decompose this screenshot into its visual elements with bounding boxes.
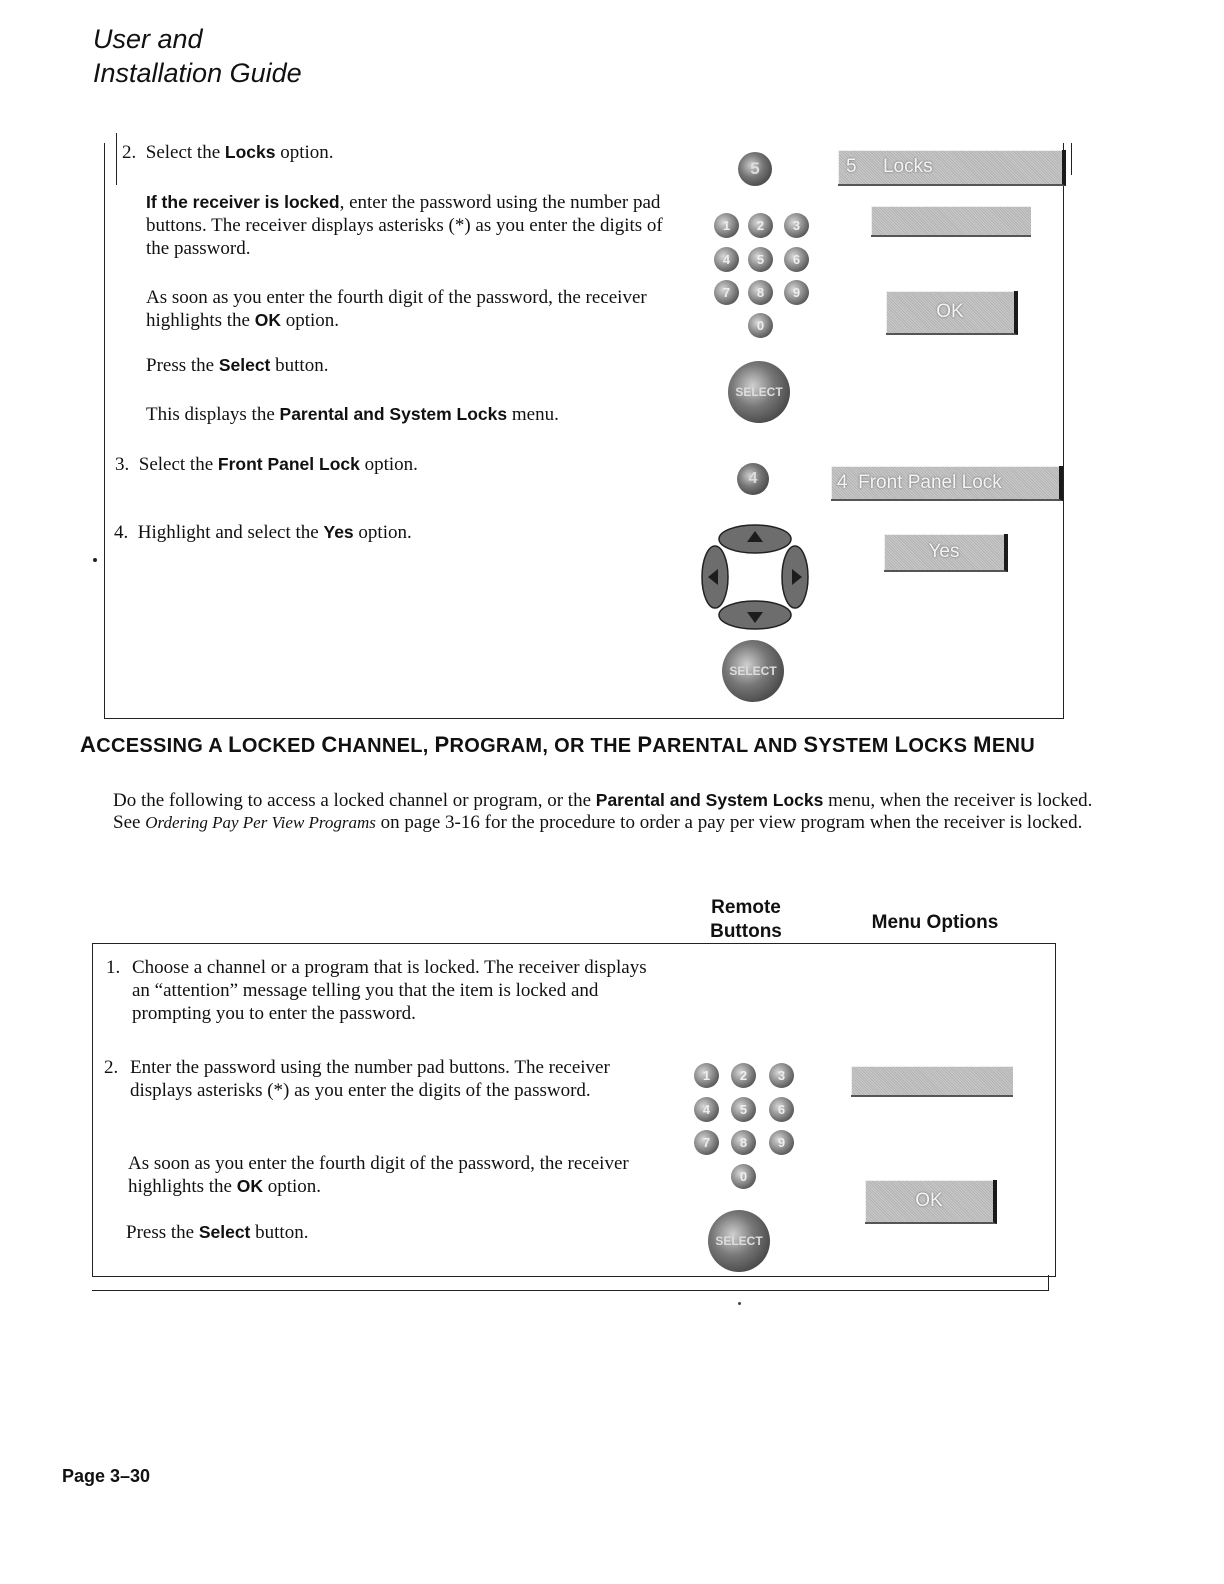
upper-step-4: [114, 521, 654, 544]
password-field: [871, 206, 1031, 237]
step-text: option.: [280, 310, 340, 331]
heading-initial: C: [321, 732, 338, 757]
step-text: button.: [270, 355, 329, 376]
intro-keyword: Parental and System Locks: [595, 790, 824, 810]
upper-step-2-press-select: [146, 354, 666, 377]
step-keyword: Select: [218, 355, 271, 375]
intro-text: menu, when the receiver is locked. See: [113, 790, 1093, 833]
stray-dot: [93, 558, 97, 562]
heading-initial: L: [894, 732, 909, 757]
lower-menu-option-ok[interactable]: OK: [865, 1180, 997, 1224]
menu-option-front-panel-lock[interactable]: 4 Front Panel Lock: [831, 466, 1063, 501]
heading-rest: HANNEL,: [337, 735, 429, 757]
step-number: 4.: [114, 522, 129, 543]
number-key-7[interactable]: 7: [714, 280, 739, 305]
lower-step-2-ok-paragraph: [128, 1152, 648, 1198]
number-key-3[interactable]: 3: [784, 213, 809, 238]
lower-step-1: [106, 956, 666, 1025]
lower-number-key-2[interactable]: 2: [731, 1063, 756, 1088]
menu-option-locks[interactable]: 5 Locks: [838, 150, 1066, 186]
number-key-5[interactable]: 5: [748, 247, 773, 272]
lower-number-key-5[interactable]: 5: [731, 1097, 756, 1122]
number-key-4[interactable]: 4: [714, 247, 739, 272]
heading-word: [80, 732, 204, 757]
step-text: option.: [359, 454, 418, 475]
step-text: option.: [275, 142, 334, 163]
number-key-6[interactable]: 6: [784, 247, 809, 272]
heading-initial: S: [803, 732, 819, 757]
guide-title: [93, 22, 302, 90]
step-text: Press the: [126, 1222, 199, 1243]
heading-word: [803, 732, 889, 757]
step-text: option.: [353, 522, 412, 543]
step-text: button.: [250, 1222, 309, 1243]
step-number: 3.: [115, 454, 130, 475]
heading-word: [637, 732, 749, 757]
heading-rest: CCESSING: [96, 735, 204, 757]
step-keyword: If the receiver is locked: [146, 192, 340, 212]
step-text: option.: [262, 1176, 322, 1197]
heading-initial: A: [80, 732, 97, 757]
intro-text: Do the following to access a locked channel or program, or the: [113, 790, 596, 811]
remote-key-4-button[interactable]: 4: [737, 463, 769, 495]
number-key-0[interactable]: 0: [748, 313, 773, 338]
remote-key-5-button[interactable]: 5: [738, 152, 772, 186]
upper-step-2-result: [146, 403, 666, 426]
column-header-line: Buttons: [710, 921, 782, 942]
number-key-8[interactable]: 8: [748, 280, 773, 305]
lower-number-key-3[interactable]: 3: [769, 1063, 794, 1088]
lower-number-key-1[interactable]: 1: [694, 1063, 719, 1088]
step-text: Select the: [138, 454, 218, 475]
step-number: 1.: [106, 957, 121, 978]
section-heading: [80, 732, 1035, 758]
lower-number-key-9[interactable]: 9: [769, 1130, 794, 1155]
select-button-2[interactable]: SELECT: [722, 640, 784, 702]
step-text: Choose a channel or a program that is locked. The receiver displays an “attention” message telling you that the item is locked and prompting you to enter the password.: [132, 957, 647, 1024]
lower-number-key-4[interactable]: 4: [694, 1097, 719, 1122]
step-keyword: Parental and System Locks: [279, 404, 508, 424]
lower-step-2: [104, 1056, 664, 1102]
guide-title-line1: User and: [93, 24, 203, 54]
heading-word: [554, 735, 631, 757]
menu-option-yes[interactable]: Yes: [884, 534, 1008, 572]
upper-step-3: [115, 453, 655, 476]
step-text: , enter the password using the number pad buttons. The receiver displays asterisks (*) as you enter the digits of the password.: [146, 192, 663, 259]
lower-select-button[interactable]: SELECT: [708, 1210, 770, 1272]
heading-rest: A: [208, 735, 223, 757]
heading-word: [434, 732, 549, 757]
step-text: As soon as you enter the fourth digit of the password, the receiver highlights the: [128, 1153, 629, 1197]
heading-initial: P: [434, 732, 450, 757]
heading-rest: ROGRAM,: [449, 735, 549, 757]
step-text: Enter the password using the number pad buttons. The receiver displays asterisks (*) as you enter the digits of the password.: [130, 1057, 610, 1101]
heading-rest: OCKS: [908, 735, 968, 757]
heading-rest: YSTEM: [818, 735, 889, 757]
step-keyword: OK: [236, 1176, 263, 1196]
lower-frame-bottom-rule: [92, 1290, 1049, 1291]
lower-frame-right-rule: [1048, 1275, 1049, 1291]
column-header-line: Remote: [711, 897, 781, 918]
heading-word: [228, 732, 316, 757]
step-text: Press the: [146, 355, 219, 376]
step-text: Highlight and select the: [137, 522, 324, 543]
heading-word: [973, 732, 1035, 757]
heading-initial: M: [973, 732, 992, 757]
step-keyword: Front Panel Lock: [217, 454, 360, 474]
intro-text: on page 3-16 for the procedure to order a pay per view program when the receiver is locked.: [375, 812, 1083, 833]
lower-step-2-press-select: [126, 1221, 646, 1244]
lower-number-key-6[interactable]: 6: [769, 1097, 794, 1122]
upper-step-2: [122, 141, 662, 164]
menu-option-ok[interactable]: OK: [886, 291, 1018, 335]
arrow-pad: [700, 522, 810, 632]
intro-reference-link[interactable]: Ordering Pay Per View Programs: [145, 813, 376, 832]
step-number: 2.: [104, 1057, 119, 1078]
step-keyword: Locks: [224, 142, 276, 162]
column-header-remote-buttons: [700, 896, 792, 944]
upper-step-2-ok-paragraph: [146, 286, 666, 332]
step-keyword: Yes: [323, 522, 354, 542]
lower-number-key-0[interactable]: 0: [731, 1164, 756, 1189]
step-keyword: OK: [254, 310, 281, 330]
heading-rest: ARENTAL: [652, 735, 749, 757]
frame-right-rule: [1071, 143, 1072, 175]
step-text: This displays the: [146, 404, 280, 425]
heading-rest: ENU: [991, 735, 1035, 757]
heading-word: [321, 732, 429, 757]
heading-rest: AND: [753, 735, 798, 757]
lower-number-key-7[interactable]: 7: [694, 1130, 719, 1155]
step-number: 2.: [122, 142, 137, 163]
page-number: Page 3–30: [62, 1466, 151, 1486]
lower-password-field: [851, 1066, 1013, 1097]
column-header-menu-options: Menu Options: [871, 912, 999, 933]
step-text: As soon as you enter the fourth digit of the password, the receiver highlights the: [146, 287, 647, 331]
stray-dot: [738, 1302, 741, 1305]
section-intro: [113, 789, 1093, 834]
step-text: menu.: [507, 404, 559, 425]
select-button[interactable]: SELECT: [728, 361, 790, 423]
heading-rest: OR THE: [554, 735, 632, 757]
heading-word: [753, 735, 797, 757]
guide-title-line2: Installation Guide: [93, 58, 302, 88]
frame-left-rule: [116, 133, 117, 185]
step-text: Select the: [145, 142, 225, 163]
number-key-2[interactable]: 2: [748, 213, 773, 238]
heading-rest: OCKED: [241, 735, 316, 757]
number-key-9[interactable]: 9: [784, 280, 809, 305]
upper-step-2-locked-paragraph: [146, 191, 666, 260]
heading-word: [894, 732, 968, 757]
lower-number-key-8[interactable]: 8: [731, 1130, 756, 1155]
heading-initial: P: [637, 732, 653, 757]
step-keyword: Select: [198, 1222, 251, 1242]
number-key-1[interactable]: 1: [714, 213, 739, 238]
heading-initial: L: [228, 732, 242, 757]
heading-word: [208, 735, 222, 757]
